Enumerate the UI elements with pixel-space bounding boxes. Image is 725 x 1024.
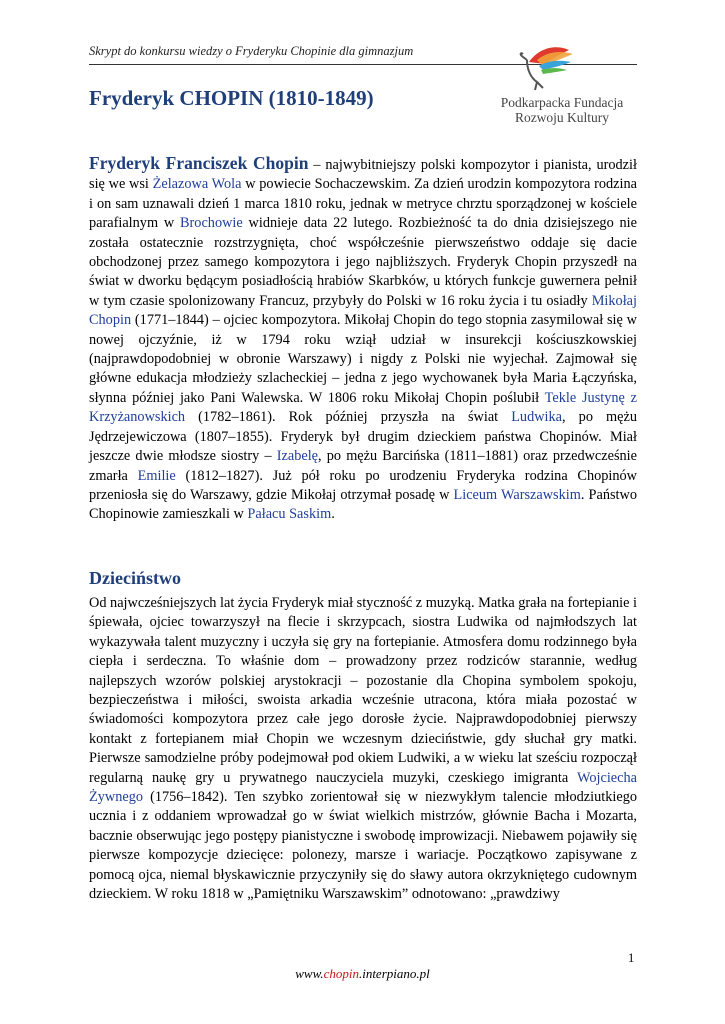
link-emilia[interactable]: Emilie xyxy=(137,467,176,484)
footer-url-prefix: www. xyxy=(295,966,324,981)
link-zelazowa-wola[interactable]: Żelazowa Wola xyxy=(152,176,242,193)
link-wojciech-zywny[interactable]: Wojciecha Żywnego xyxy=(89,769,637,806)
page-title: Fryderyk CHOPIN (1810-1849) xyxy=(89,86,374,110)
logo-line-2: Rozwoju Kultury xyxy=(514,110,610,125)
text-run: (1812–1827). Już pół roku po urodzeniu Fryderyka rodzina Chopinów przeniosła się do Warszawy, gdzie Mikołaj otrzymał posadę w xyxy=(89,467,637,503)
text-run: Od najwcześniejszych lat życia Fryderyk miał styczność z muzyką. Matka grała na fortepianie i śpiewała, ojciec towarzyszył na flecie i skrzypcach, siostra Ludwika od najmłodszych lat wykazywała talent muzyczny i uczyła się gry na fortepianie. Atmosfera domu rodzinnego była ciepła i serdeczna. To właśnie dom – prowadzony przez rodziców starannie, według najlepszych wzorów polskiej arystokracji – pozostanie dla Chopina symbolem spokoju, bezpieczeństwa i miłości, swoista arkadia wcześnie utracona, która miała pozostać w świadomości kompozytora przez całe jego dorosłe życie. Najprawdopodobniej pierwszy kontakt z fortepianem miał Chopin we wczesnym dzieciństwie, gdy słuchał gry matki. Pierwsze samodzielne próby podejmował pod okiem Ludwiki, a w wieku lat sześciu rozpoczął regularną naukę gry u prywatnego nauczyciela muzyki, czeskiego imigranta xyxy=(89,595,637,786)
link-tekla-justyna[interactable]: Tekle Justynę z Krzyżanowskich xyxy=(89,389,637,426)
text-run: widnieje data 22 lutego. Rozbieżność ta do dnia dzisiejszego nie została ostatecznie rozstrzygnięta, choć współcześnie pierwszeństwo oddaje się dacie obchodzonej przez samego kompozytora i jego najbliższych. Fryderyk Chopin przyszedł na świat w dworku będącym posiadłością hrabiów Skarbków, u których funkcje guwernera pełnił w tym czasie spolonizowany Francuz, przybyły do Polski w 16 roku życia i tu osiadły xyxy=(89,215,637,309)
text-run: . xyxy=(331,506,335,523)
section-heading-childhood: Dzieciństwo xyxy=(89,568,181,588)
text-run: (1756–1842). Ten szybko zorientował się w niezwykłym talencie młodziutkiego ucznia i z oddaniem wprowadzał go w świat wielkich mistrzów, głównie Bacha i Mozarta, bacznie obserwując jego postępy pianistyczne i swobodę improwizacji. Niebawem pojawiły się pierwsze kompozycje dziecięce: polonezy, marsze i wariacje. Początkowo zapisywane z pomocą ojca, niemal błyskawicznie przyczyniły się do sławy autora okrzykniętego cudownym dzieckiem. W roku 1818 w „Pamiętniku Warszawskim” odnotowano: „prawdziwy xyxy=(89,789,637,903)
footer-url-suffix: .interpiano.pl xyxy=(358,966,430,981)
footer-url[interactable] xyxy=(0,966,725,982)
text-run: (1771–1844) – ojciec kompozytora. Mikołaj Chopin do tego stopnia zasymilował się w nowej ojczyźnie, iż w 1794 roku wziął udział w insurekcji kościuszkowskiej (najprawdopodobniej w obronie Warszawy) i nigdy z Polski nie wyjechał. Zajmował się główne edukacja młodzieży szlacheckiej – jedna z jego wychowanek była Maria Łączyńska, słynna później jako Pani Walewska. W 1806 roku Mikołaj Chopin poślubił xyxy=(89,312,637,406)
text-run: – najwybitniejszy polski kompozytor i pianista, urodził się we wsi xyxy=(89,157,637,193)
page-number: 1 xyxy=(628,951,635,965)
link-mikolaj-chopin[interactable]: Mikołaj Chopin xyxy=(89,292,637,329)
link-liceum-warszawskie[interactable]: Liceum Warszawskim xyxy=(453,486,581,503)
text-run: , po mężu Barcińska (1811–1881) oraz przedwcześnie zmarła xyxy=(89,448,637,484)
text-run: (1782–1861). Rok później przyszła na świat xyxy=(185,409,512,426)
lead-name: Fryderyk Franciszek Chopin xyxy=(89,153,309,173)
bird-logo-icon xyxy=(517,40,577,92)
text-run: , po mężu Jędrzejewiczowa (1807–1855). Fryderyk był drugim dzieckiem państwa Chopinów. Miał jeszcze dwie młodsze siostry – xyxy=(89,409,637,465)
text-run: . Państwo Chopinowie zamieszkali w xyxy=(89,486,637,523)
document-header: Skrypt do konkursu wiedzy o Fryderyku Chopinie dla gimnazjum xyxy=(89,44,414,58)
text-run: w powiecie Sochaczewskim. Za dzień urodzin kompozytora rodzina i on sam uznawali dzień 1 marca 1810 roku, jednak w metryce chrztu sporządzonej w kościele parafialnym w xyxy=(89,176,637,232)
logo-line-1: Podkarpacka Fundacja xyxy=(500,95,624,110)
link-brochow[interactable]: Brochowie xyxy=(180,215,243,232)
footer-url-accent: chopin xyxy=(323,966,359,981)
foundation-logo xyxy=(487,40,637,130)
intro-paragraph xyxy=(89,154,637,525)
link-ludwika[interactable]: Ludwika xyxy=(511,409,563,426)
childhood-paragraph xyxy=(89,594,637,905)
link-palac-saski[interactable]: Pałacu Saskim xyxy=(247,506,332,523)
link-izabela[interactable]: Izabelę xyxy=(276,448,319,465)
